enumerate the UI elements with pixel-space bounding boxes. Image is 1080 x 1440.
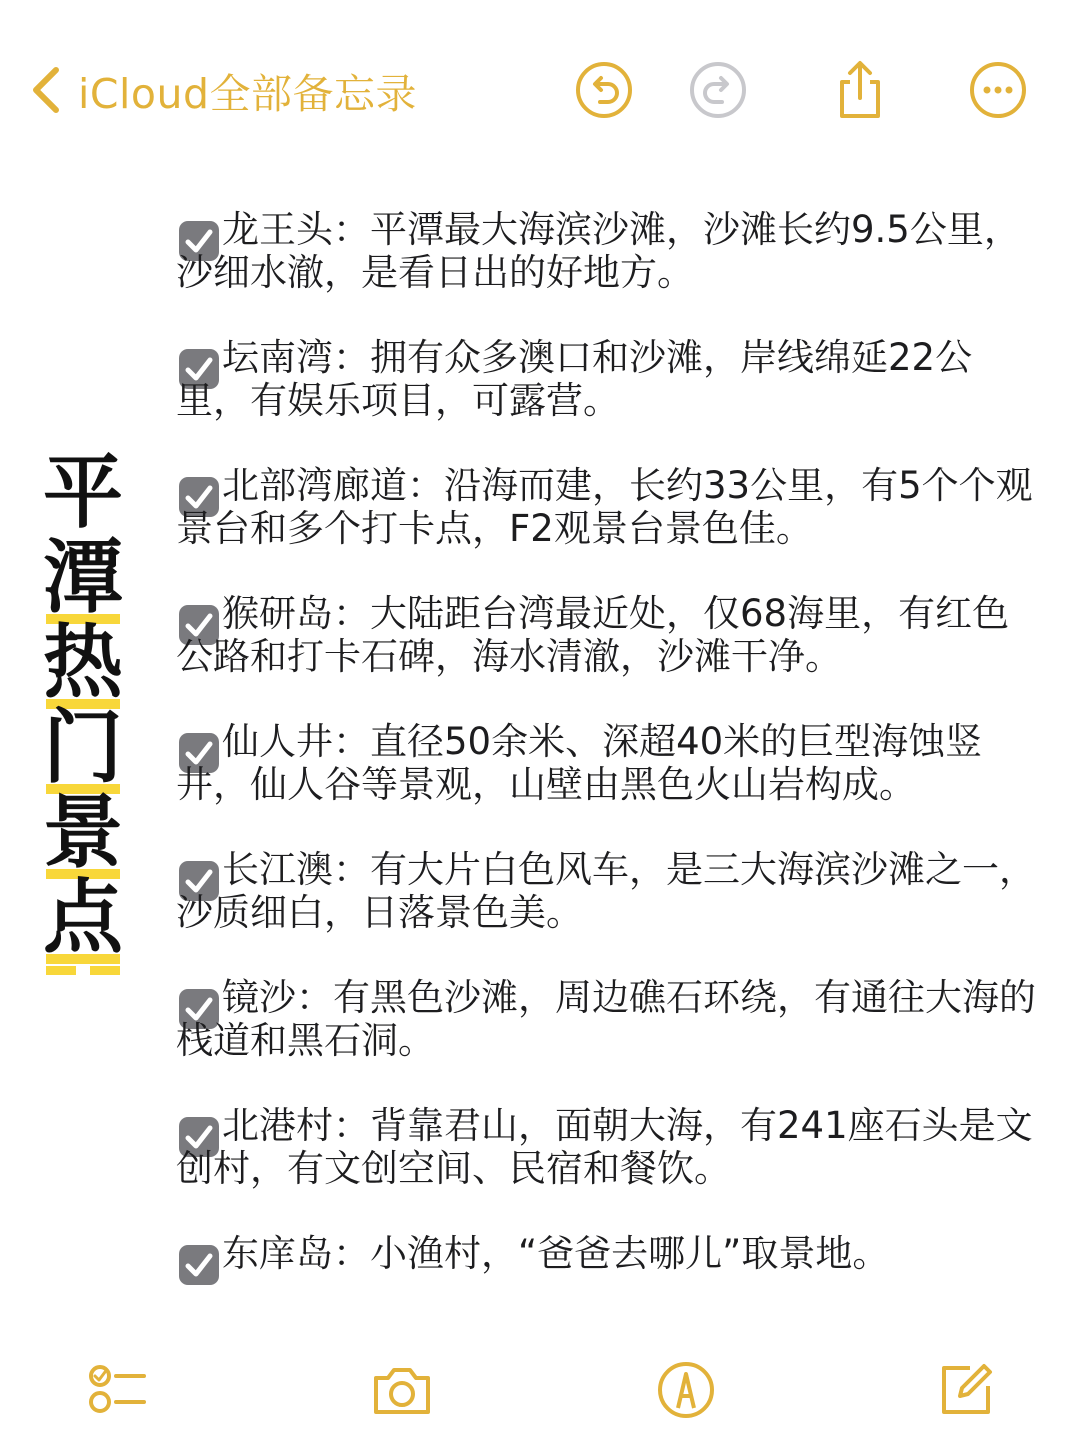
checklist-item bbox=[176, 464, 1046, 592]
redo-icon bbox=[686, 58, 750, 122]
checklist bbox=[176, 208, 1046, 1360]
bottom-toolbar bbox=[0, 1340, 1080, 1440]
checklist-item-text[interactable]: 仙人井：直径50余米、深超40米的巨型海蚀竖井，仙人谷等景观，山壁由黑色火山岩构成。 bbox=[176, 720, 983, 806]
checklist-item-text[interactable]: 龙王头：平潭最大海滨沙滩，沙滩长约9.5公里，沙细水澈，是看日出的好地方。 bbox=[176, 208, 1021, 294]
markup-button[interactable] bbox=[654, 1358, 718, 1422]
more-icon bbox=[966, 58, 1030, 122]
title-char: 潭 bbox=[38, 535, 128, 620]
compose-button[interactable] bbox=[934, 1358, 998, 1422]
checklist-item-text[interactable]: 镜沙：有黑色沙滩，周边礁石环绕，有通往大海的栈道和黑石洞。 bbox=[176, 976, 1036, 1062]
checklist-item bbox=[176, 720, 1046, 848]
title-char: 景 bbox=[38, 790, 128, 875]
title-char: 平 bbox=[43, 446, 123, 539]
title-char: 门 bbox=[38, 705, 128, 790]
checklist-button[interactable] bbox=[86, 1358, 150, 1422]
checklist-item-text[interactable]: 猴研岛：大陆距台湾最近处，仅68海里，有红色公路和打卡石碑，海水清澈，沙滩干净。 bbox=[176, 592, 1010, 678]
checklist-item bbox=[176, 336, 1046, 464]
camera-button[interactable] bbox=[370, 1358, 434, 1422]
undo-button[interactable] bbox=[572, 58, 636, 122]
camera-icon bbox=[370, 1358, 434, 1422]
checklist-item bbox=[176, 1104, 1046, 1232]
vertical-title bbox=[38, 446, 128, 975]
title-highlight-bar bbox=[46, 966, 120, 975]
checklist-item-text[interactable]: 坛南湾：拥有众多澳口和沙滩，岸线绵延22公里，有娱乐项目，可露营。 bbox=[176, 336, 973, 422]
markup-pen-icon bbox=[654, 1358, 718, 1422]
checklist-item-text[interactable]: 北部湾廊道：沿海而建，长约33公里，有5个个观景台和多个打卡点，F2观景台景色佳。 bbox=[176, 464, 1033, 550]
checklist-item bbox=[176, 592, 1046, 720]
title-char: 点 bbox=[38, 875, 128, 960]
chevron-left-icon bbox=[28, 62, 68, 118]
checklist-item-text[interactable]: 东庠岛：小渔村，“爸爸去哪儿”取景地。 bbox=[222, 1232, 890, 1275]
undo-icon bbox=[572, 58, 636, 122]
share-icon bbox=[828, 58, 892, 122]
checklist-item bbox=[176, 976, 1046, 1104]
nav-bar bbox=[0, 0, 1080, 180]
title-char: 热 bbox=[38, 620, 128, 705]
checklist-item bbox=[176, 848, 1046, 976]
checklist-item bbox=[176, 208, 1046, 336]
back-button-label: iCloud全部备忘录 bbox=[78, 69, 418, 118]
back-button[interactable] bbox=[28, 58, 417, 122]
checklist-icon bbox=[86, 1358, 150, 1422]
checklist-item-text[interactable]: 长江澳：有大片白色风车，是三大海滨沙滩之一，沙质细白，日落景色美。 bbox=[176, 848, 1036, 934]
compose-icon bbox=[934, 1358, 998, 1422]
more-button[interactable] bbox=[966, 58, 1030, 122]
checklist-item-text[interactable]: 北港村：背靠君山，面朝大海，有241座石头是文创村，有文创空间、民宿和餐饮。 bbox=[176, 1104, 1033, 1190]
redo-button[interactable] bbox=[686, 58, 750, 122]
share-button[interactable] bbox=[828, 58, 892, 122]
